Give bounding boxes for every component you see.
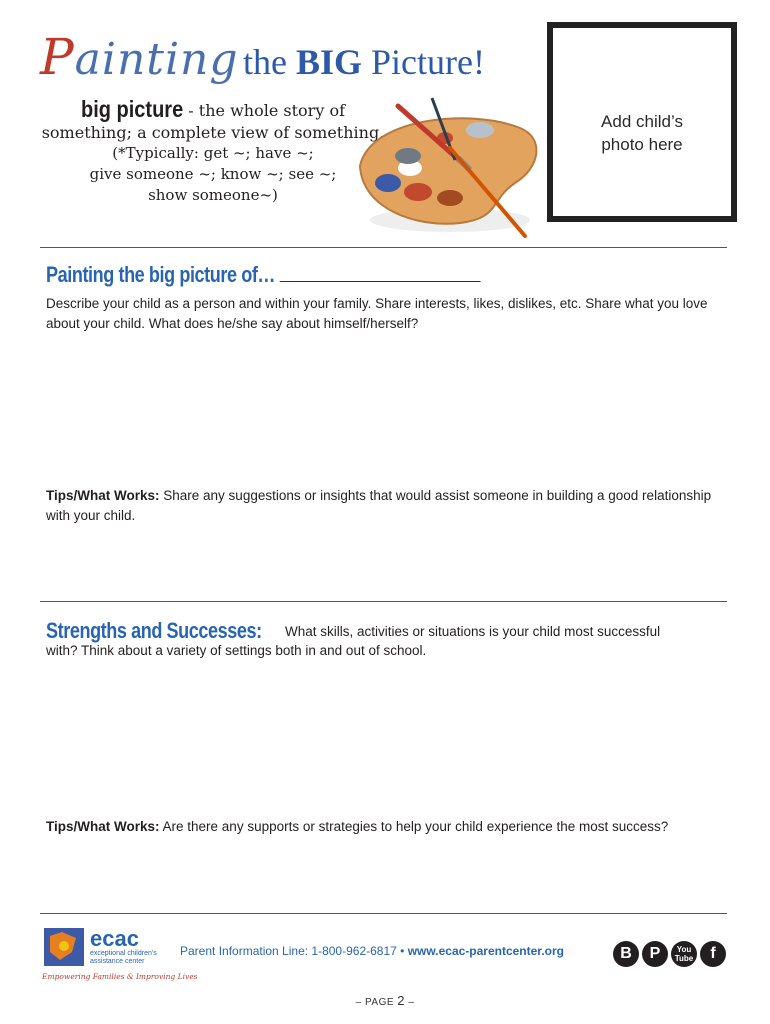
facebook-icon[interactable]: f — [700, 941, 726, 967]
divider — [40, 913, 727, 914]
paint-palette-illustration — [340, 88, 550, 240]
logo-tagline: Empowering Families & Improving Lives — [42, 972, 198, 981]
definition: big picture - the whole story of something; a complete view of something. (*Typically: get ~; have ~; give someone ~; know ~; see ~; show someone~) — [41, 97, 385, 204]
title-script: Painting — [40, 28, 239, 86]
divider — [40, 601, 727, 602]
strengths-heading-row — [46, 618, 309, 644]
youtube-icon[interactable]: You Tube — [671, 941, 697, 967]
child-photo-box[interactable] — [547, 22, 737, 222]
section1-prompt: Describe your child as a person and within your family. Share interests, likes, dislikes, etc. Share what you love about your child. What does he/she say about himself/herself? — [46, 296, 708, 331]
name-blank-line[interactable] — [280, 263, 481, 282]
section2-prompt-line2: with? Think about a variety of settings both in and out of school. — [46, 643, 427, 658]
section2-prompt-line1: What skills, activities or situations is your child most successful — [285, 624, 661, 639]
section1-tips: Tips/What Works: Share any suggestions or insights that would assist someone in building a good relationship with your child. — [46, 488, 712, 523]
section-heading-painting: Painting the big picture of… — [46, 262, 481, 288]
definition-term: big picture — [80, 97, 184, 123]
page-title — [40, 28, 485, 86]
section2-tips: Tips/What Works: Are there any supports or strategies to help your child experience the most success? — [46, 819, 669, 834]
page-number: – PAGE 2 – — [355, 993, 415, 1008]
blogger-icon[interactable]: B — [613, 941, 639, 967]
divider — [40, 247, 727, 248]
section-heading-strengths: Strengths and Successes: — [46, 618, 262, 643]
pinterest-icon[interactable]: P — [642, 941, 668, 967]
title-rest: the BIG Picture! — [243, 42, 485, 82]
ecac-logo: ecac exceptional children's assistance center Empowering Families & Improving Lives — [42, 926, 160, 992]
website-link[interactable]: www.ecac-parentcenter.org — [407, 944, 564, 958]
parent-info-line: Parent Information Line: 1-800-962-6817 • www.ecac-parentcenter.org — [180, 944, 564, 958]
photo-placeholder-text: Add child’s photo here — [601, 112, 683, 154]
